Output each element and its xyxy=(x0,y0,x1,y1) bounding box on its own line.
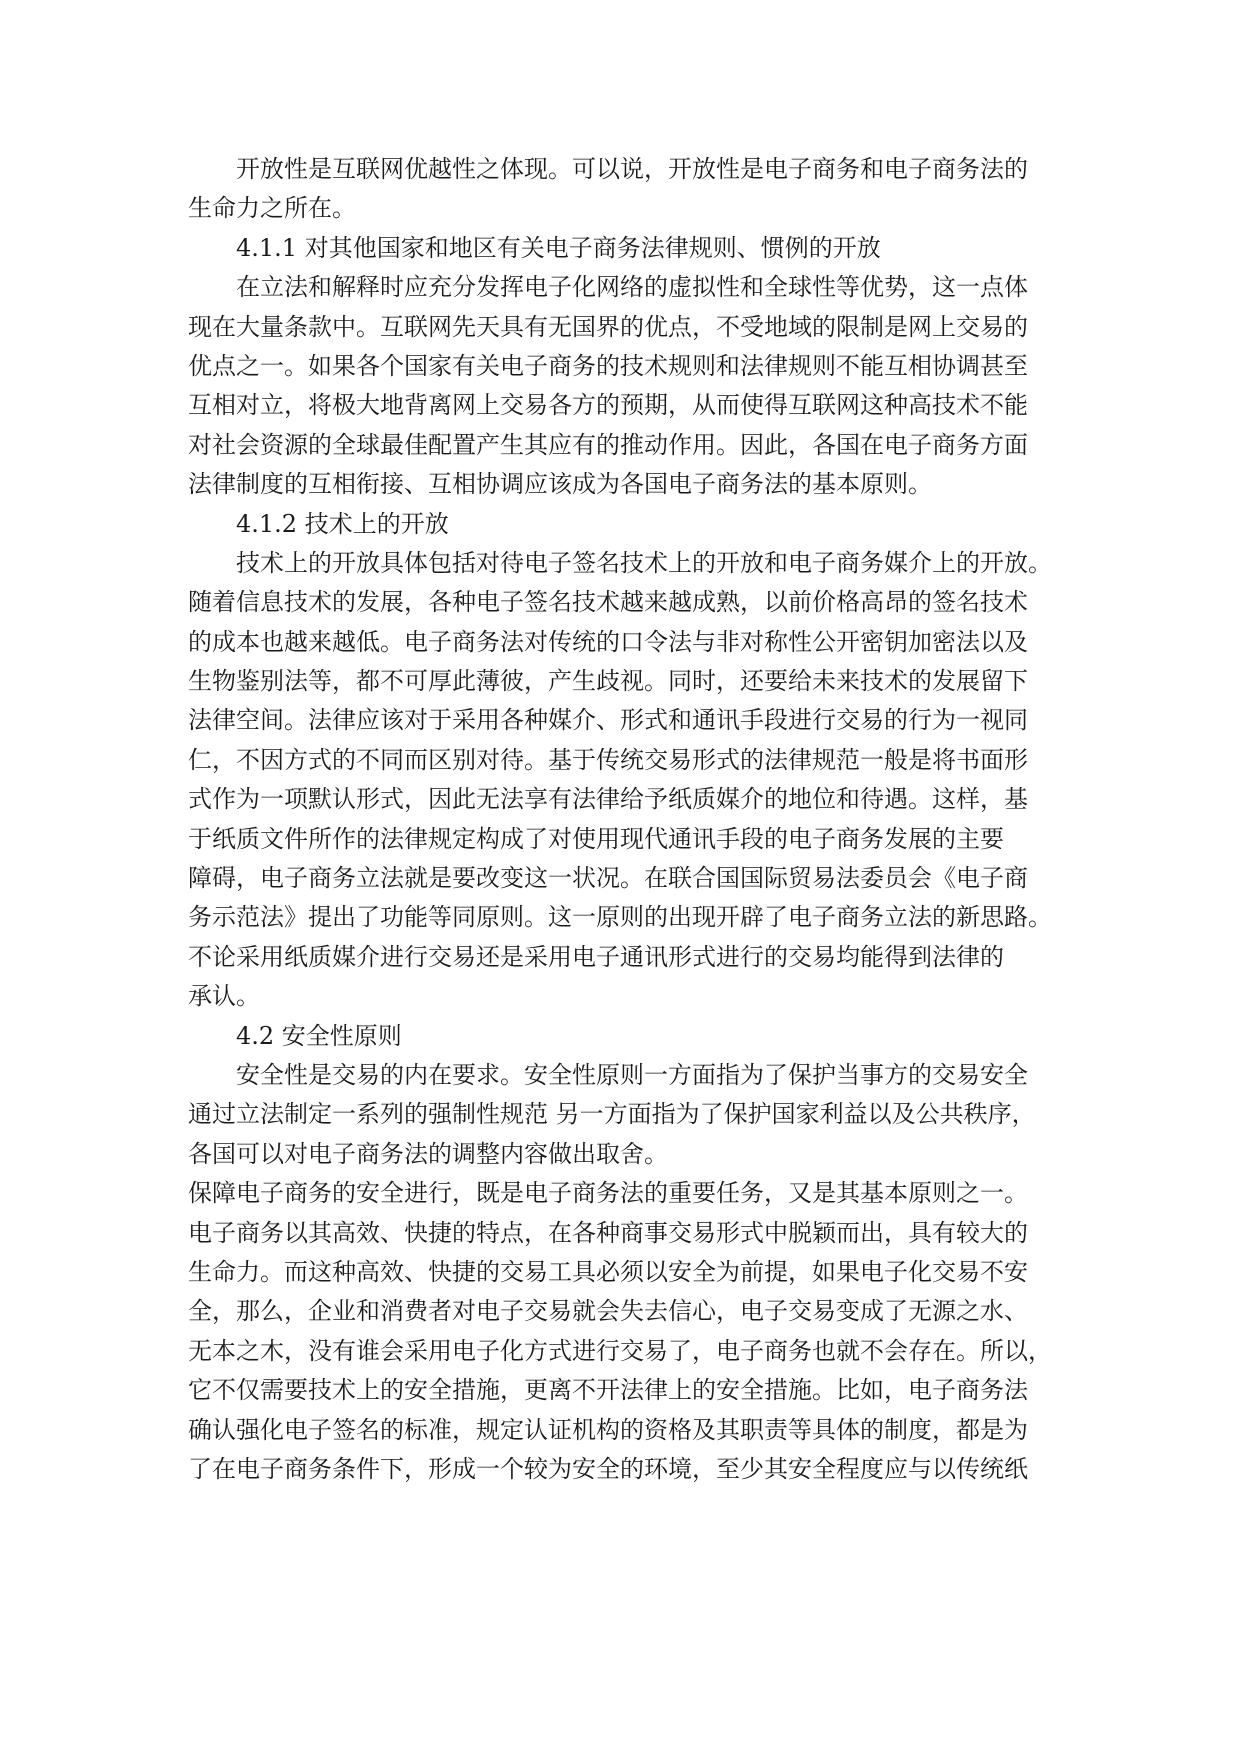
text-line: 式作为一项默认形式，因此无法享有法律给予纸质媒介的地位和待遇。这样，基 xyxy=(188,785,1028,814)
text-line: 开放性是互联网优越性之体现。可以说，开放性是电子商务和电子商务法的 xyxy=(236,155,1028,183)
text-line: 保障电子商务的安全进行，既是电子商务法的重要任务，又是其基本原则之一。 xyxy=(188,1179,1028,1208)
text-line: 优点之一。如果各个国家有关电子商务的技术规则和法律规则不能互相协调甚至 xyxy=(188,351,1028,380)
text-line: 务示范法》提出了功能等同原则。这一原则的出现开辟了电子商务立法的新思路。 xyxy=(188,903,1052,932)
text-line: 互相对立，将极大地背离网上交易各方的预期，从而使得互联网这种高技术不能 xyxy=(188,391,1028,420)
text-line: 于纸质文件所作的法律规定构成了对使用现代通讯手段的电子商务发展的主要 xyxy=(188,824,1004,853)
text-line: 4.2 安全性原则 xyxy=(236,1021,402,1050)
text-line: 生命力。而这种高效、快捷的交易工具必须以安全为前提，如果电子化交易不安 xyxy=(188,1257,1028,1286)
text-line: 4.1.1 对其他国家和地区有关电子商务法律规则、惯例的开放 xyxy=(236,233,881,262)
text-line: 确认强化电子签名的标准，规定认证机构的资格及其职责等具体的制度，都是为 xyxy=(188,1415,1028,1444)
text-line: 仁，不因方式的不同而区别对待。基于传统交易形式的法律规范一般是将书面形 xyxy=(188,745,1028,774)
text-line: 承认。 xyxy=(188,982,260,1011)
text-line: 全，那么，企业和消费者对电子交易就会失去信心，电子交易变成了无源之水、 xyxy=(188,1297,1028,1326)
text-line: 对社会资源的全球最佳配置产生其应有的推动作用。因此，各国在电子商务方面 xyxy=(188,430,1028,459)
text-line: 的成本也越来越低。电子商务法对传统的口令法与非对称性公开密钥加密法以及 xyxy=(188,627,1028,656)
text-line: 电子商务以其高效、快捷的特点，在各种商事交易形式中脱颖而出，具有较大的 xyxy=(188,1218,1028,1247)
text-line: 生命力之所在。 xyxy=(188,194,356,223)
text-line: 不论采用纸质媒介进行交易还是采用电子通讯形式进行的交易均能得到法律的 xyxy=(188,942,1004,971)
text-line: 技术上的开放具体包括对待电子签名技术上的开放和电子商务媒介上的开放。 xyxy=(236,548,1052,577)
text-line: 法律制度的互相衔接、互相协调应该成为各国电子商务法的基本原则。 xyxy=(188,470,932,499)
text-line: 通过立法制定一系列的强制性规范 另一方面指为了保护国家利益以及公共秩序， xyxy=(188,1100,1036,1129)
text-line: 无本之木，没有谁会采用电子化方式进行交易了，电子商务也就不会存在。所以， xyxy=(188,1336,1052,1365)
text-line: 生物鉴别法等，都不可厚此薄彼，产生歧视。同时，还要给未来技术的发展留下 xyxy=(188,667,1028,696)
text-line: 现在大量条款中。互联网先天具有无国界的优点，不受地域的限制是网上交易的 xyxy=(188,312,1028,341)
text-line: 了在电子商务条件下，形成一个较为安全的环境，至少其安全程度应与以传统纸 xyxy=(188,1454,1028,1483)
text-line: 4.1.2 技术上的开放 xyxy=(236,509,449,538)
text-line: 它不仅需要技术上的安全措施，更离不开法律上的安全措施。比如，电子商务法 xyxy=(188,1376,1028,1405)
text-line: 障碍，电子商务立法就是要改变这一状况。在联合国国际贸易法委员会《电子商 xyxy=(188,864,1028,893)
text-line: 在立法和解释时应充分发挥电子化网络的虚拟性和全球性等优势，这一点体 xyxy=(236,273,1028,302)
text-line: 随着信息技术的发展，各种电子签名技术越来越成熟，以前价格高昂的签名技术 xyxy=(188,588,1028,617)
text-line: 安全性是交易的内在要求。安全性原则一方面指为了保护当事方的交易安全 xyxy=(236,1060,1028,1089)
text-line: 法律空间。法律应该对于采用各种媒介、形式和通讯手段进行交易的行为一视同 xyxy=(188,706,1028,735)
text-line: 各国可以对电子商务法的调整内容做出取舍。 xyxy=(188,1139,668,1168)
document-body xyxy=(188,150,1058,1489)
